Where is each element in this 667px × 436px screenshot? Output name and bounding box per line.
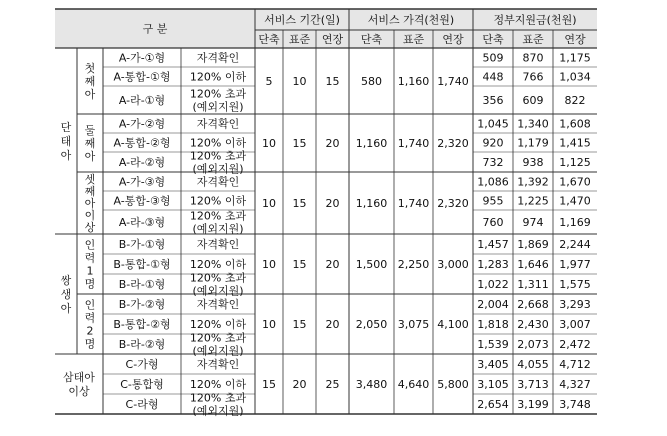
subsidy-value: 1,175 [559, 51, 591, 65]
service-type: C-라형 [125, 398, 159, 411]
subsidy-value: 1,022 [477, 278, 509, 291]
subsidy-value: 3,748 [559, 398, 591, 411]
subsidy-value: 870 [522, 51, 544, 65]
header-sub: 표준 [402, 33, 425, 46]
subsidy-value: 356 [482, 94, 504, 107]
price-value: 5,800 [437, 378, 469, 391]
income-level: 자격확인 [196, 298, 240, 311]
header-sub: 단축 [482, 33, 504, 46]
subsidy-value: 1,977 [559, 258, 591, 271]
subsidy-value: 1,415 [559, 136, 591, 150]
price-value: 3,000 [437, 258, 469, 271]
birth-category-label: 단 태 아 [60, 121, 72, 162]
subsidy-value: 1,311 [517, 278, 549, 291]
service-type: A-라-②형 [118, 156, 166, 169]
header-sub: 표준 [288, 33, 311, 46]
service-type: B-라-①형 [118, 278, 166, 291]
income-level: 120% 이하 [189, 258, 247, 271]
income-level: 120% 초과 (예외지원) [189, 331, 247, 358]
price-value: 1,740 [437, 75, 469, 88]
service-type: A-라-①형 [118, 94, 166, 107]
header-sub: 표준 [522, 33, 544, 46]
service-type: C-통합형 [120, 378, 164, 391]
subsidy-value: 4,712 [559, 358, 591, 371]
price-value: 3,075 [397, 318, 430, 331]
service-type: A-통합-②형 [113, 136, 171, 150]
service-type: B-가-②형 [118, 298, 166, 311]
header-group: 서비스 가격(천원) [367, 13, 455, 27]
subsidy-value: 448 [482, 70, 504, 84]
service-days-value: 10 [262, 137, 276, 150]
price-value: 2,320 [437, 197, 469, 210]
service-days-value: 20 [292, 378, 307, 391]
subsidy-value: 1,086 [477, 175, 509, 189]
income-level: 120% 이하 [189, 318, 247, 331]
service-type: B-통합-②형 [113, 318, 171, 331]
income-level: 120% 초과 (예외지원) [189, 87, 247, 114]
subsidy-value: 920 [482, 136, 504, 150]
subsidy-value: 3,293 [559, 298, 591, 311]
service-type: A-통합-①형 [113, 70, 171, 84]
header-sub: 연장 [442, 33, 464, 46]
service-days-value: 10 [292, 75, 307, 88]
service-days-value: 15 [292, 258, 307, 271]
birth-order-label: 첫 째 아 [84, 62, 96, 101]
birth-order-label: 인 력 1 명 [84, 238, 96, 291]
subsidy-value: 1,392 [517, 175, 549, 189]
income-level: 자격확인 [196, 238, 240, 251]
birth-order-label: 셋 째 아 이 상 [84, 173, 96, 234]
subsidy-value: 974 [522, 216, 544, 229]
income-level: 120% 이하 [189, 70, 247, 84]
service-type: B-가-①형 [118, 238, 166, 251]
price-value: 1,160 [397, 75, 430, 88]
price-value: 580 [361, 75, 382, 88]
header-sub: 연장 [321, 33, 344, 46]
subsidy-value: 2,244 [559, 238, 591, 251]
subsidy-value: 3,105 [477, 378, 509, 391]
service-days-value: 15 [292, 318, 307, 331]
subsidy-value: 2,668 [517, 298, 549, 311]
subsidy-value: 1,457 [477, 238, 509, 251]
price-value: 1,500 [355, 258, 388, 271]
subsidy-value: 1,470 [559, 194, 591, 208]
birth-category-label: 삼태아 이상 [63, 371, 95, 398]
income-level: 120% 초과 (예외지원) [189, 209, 247, 236]
service-days-value: 25 [325, 378, 340, 391]
subsidy-value: 1,034 [559, 70, 591, 84]
subsidy-value: 955 [482, 194, 504, 208]
birth-order-label: 둘 째 아 [84, 124, 96, 163]
service-type: A-라-③형 [118, 216, 166, 229]
subsidy-value: 732 [482, 156, 504, 169]
service-days-value: 10 [262, 258, 276, 271]
price-value: 2,050 [355, 318, 388, 331]
header-sub: 단축 [258, 33, 280, 46]
service-days-value: 20 [325, 318, 340, 331]
subsidy-value: 3,199 [517, 398, 549, 411]
birth-order-label: 인 력 2 명 [84, 298, 96, 351]
subsidy-value: 1,818 [477, 318, 509, 331]
subsidy-value: 1,646 [517, 258, 549, 271]
price-value: 1,740 [397, 137, 430, 150]
income-level: 자격확인 [196, 117, 240, 131]
income-level: 자격확인 [196, 175, 240, 189]
subsidy-value: 1,539 [477, 338, 509, 351]
service-days-value: 20 [325, 197, 340, 210]
subsidy-value: 1,670 [559, 175, 591, 189]
subsidy-value: 4,327 [559, 378, 591, 391]
subsidy-value: 2,073 [517, 338, 549, 351]
header-group: 서비스 기간(일) [264, 13, 340, 27]
service-days-value: 15 [262, 378, 276, 391]
service-type: B-라-②형 [118, 338, 166, 351]
subsidy-value: 1,575 [559, 278, 591, 291]
service-days-value: 10 [262, 197, 276, 210]
subsidy-value: 1,045 [477, 117, 509, 131]
subsidy-value: 609 [522, 94, 544, 107]
price-value: 1,160 [355, 137, 388, 150]
income-level: 120% 이하 [189, 136, 247, 150]
subsidy-value: 2,430 [517, 318, 549, 331]
income-level: 120% 초과 (예외지원) [189, 271, 247, 298]
service-days-value: 15 [292, 137, 307, 150]
subsidy-value: 766 [522, 70, 544, 84]
service-type: A-가-②형 [118, 117, 166, 131]
price-value: 3,480 [355, 378, 388, 391]
header-group: 정부지원금(천원) [493, 13, 577, 27]
service-type: C-가형 [125, 358, 159, 371]
header-category: 구 분 [142, 22, 168, 36]
service-days-value: 15 [325, 75, 340, 88]
subsidy-value: 4,055 [517, 358, 549, 371]
service-days-value: 20 [325, 258, 340, 271]
income-level: 120% 초과 (예외지원) [189, 149, 247, 176]
subsidy-value: 2,654 [477, 398, 509, 411]
subsidy-value: 1,169 [559, 216, 591, 229]
header-sub: 단축 [360, 33, 383, 46]
income-level: 120% 이하 [189, 378, 247, 391]
price-value: 1,160 [355, 197, 388, 210]
price-value: 4,640 [397, 378, 430, 391]
price-value: 4,100 [437, 318, 469, 331]
subsidy-value: 3,007 [559, 318, 591, 331]
service-days-value: 10 [262, 318, 276, 331]
subsidy-value: 2,004 [477, 298, 509, 311]
subsidy-value: 3,713 [517, 378, 549, 391]
subsidy-value: 1,869 [517, 238, 549, 251]
service-type: B-통합-①형 [113, 258, 171, 271]
subsidy-value: 1,608 [559, 117, 591, 131]
income-level: 120% 이하 [189, 194, 247, 208]
header-sub: 연장 [564, 33, 586, 46]
service-type: A-통합-③형 [113, 194, 171, 208]
subsidy-value: 1,225 [517, 194, 549, 208]
subsidy-value: 2,472 [559, 338, 591, 351]
income-level: 자격확인 [196, 358, 240, 371]
subsidy-value: 760 [482, 216, 504, 229]
service-days-value: 15 [292, 197, 307, 210]
subsidy-value: 938 [522, 156, 544, 169]
birth-category-label: 쌍 생 아 [60, 274, 72, 315]
subsidy-value: 3,405 [477, 358, 509, 371]
price-value: 2,250 [397, 258, 430, 271]
subsidy-value: 509 [482, 51, 504, 65]
price-value: 1,740 [397, 197, 430, 210]
service-days-value: 20 [325, 137, 340, 150]
income-level: 자격확인 [196, 51, 240, 65]
subsidy-value: 1,125 [559, 156, 591, 169]
subsidy-value: 822 [564, 94, 586, 107]
service-type: A-가-③형 [118, 175, 166, 189]
subsidy-value: 1,283 [477, 258, 509, 271]
subsidy-value: 1,179 [517, 136, 549, 150]
price-value: 2,320 [437, 137, 469, 150]
subsidy-value: 1,340 [517, 117, 549, 131]
service-days-value: 5 [265, 75, 273, 88]
income-level: 120% 초과 (예외지원) [189, 391, 247, 418]
service-type: A-가-①형 [118, 51, 166, 65]
